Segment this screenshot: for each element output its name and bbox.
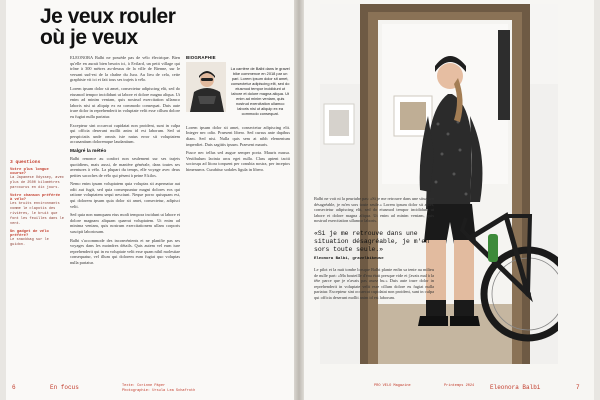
intro-paragraph-2: Lorem ipsum dolor sit amet, consectetur adipiscing elit, sed do eiusmod tempor incididunt ut labore et dolore magna aliqua. Ut enim ad minim veniam, quis nostrud exercitation ullamco laboris nisi ut aliquip ex ea commodo consequat. Duis aute irure dolor in reprehenderit in voluptate velit esse cillum dolore eu fugiat nulla pariatur. [70,85,180,119]
credit-photo: Photographie: Ursula Lea Schafroth [122,388,196,393]
col2-paragraph-2: Fusce nec tellus sed augue semper porta. Mauris massa. Vestibulum lacinia arcu eget nulla. Class aptent taciti sociosqu ad litora torquent per conubia nostra, per inceptos himenaeos. Curabitur sodales ligula in libero. [186,150,290,172]
three-questions-sidebar [10,160,64,252]
sidebar-heading: 3 questions [10,160,41,165]
sidebar-answer-3: Le snackbag sur le guidon. [10,238,49,248]
meteo-paragraph-2: Nemo enim ipsam voluptatem quia voluptas sit aspernatur aut odit aut fugit, sed quia consequuntur magni dolores eos qui ratione voluptatem sequi nesciunt. Neque porro quisquam est, qui dolorem ipsum quia dolor sit amet, consectetur, adipisci velit. [70,181,180,209]
section-name-left: En focus [50,384,79,391]
pull-quote: «Si je me retrouve dans une situation désagréable, je m'en sors toute seule.» [314,229,430,253]
cyclist-portrait-illustration [186,62,226,112]
text-column-2 [186,55,290,176]
col2-paragraph-1: Lorem ipsum dolor sit amet, consectetur adipiscing elit. Integer nec odio. Praesent libero. Sed cursus ante dapibus diam. Sed nisi. Nulla quis sem at nibh elementum imperdiet. Duis sagittis ipsum. Praesent mauris. [186,124,290,147]
intro-paragraph-1: ELEONORA Balbi ne possède pas de vélo électrique. Bien qu'elle en aurait bien besoin ici, à Evilard, un petit village qui trône à 300 mètres au-dessus de la ville de Bienne, sur le versant sud-est de la chaîne du Jura. Au lieu de cela, cette graphiste vit ici et fait tous ses trajets à vélo. [70,55,180,83]
article-title [40,6,230,48]
left-page [6,0,294,400]
right-page [304,0,594,400]
sidebar-question-1: Votre plus longue course? [10,168,49,176]
biography-text: La carrière de Balbi dans le gravel bike commence en 2018 par un pari. Lorem ipsum dolor sit amet, consectetur adipiscing elit, sed do eiusmod tempor incididunt ut labore et dolore magna aliqua. Ut enim ad minim veniam, quis nostrud exercitation ullamco laboris nisi ut aliquip ex ea commodo consequat. [230,65,290,116]
page-number-left: 6 [12,384,16,391]
portrait-photo [186,62,226,112]
text-column-1 [70,55,180,269]
page-number-right: 7 [576,384,580,391]
intro-paragraph-3: Excepteur sint occaecat cupidatat non proident, sunt in culpa qui officia deserunt mollit anim id est laborum. Sed ut perspiciatis unde omnis iste natus error sit voluptatem accusantium doloremque laudantium. [70,122,180,145]
hero-photo [320,4,558,364]
credits [122,384,195,393]
sidebar-answer-1: La Japanese Odyssey, avec plus de 2500 kilomètres parcourus en dix jours. [10,176,64,190]
credit-text: Texte: Corinne Päper [122,384,166,388]
sidebar-question-2: Votre chanson préférée à vélo? [10,194,61,203]
right-col2-paragraph: Le pilot et la nuit tombe lorsque Balbi plante enfin sa tente au milieu de nulle part: «Ma bouteille d'eau était presque vide et j'avais mal à la tête parce que je n'avais pas assez bu.» Duis aute irure dolor in reprehenderit in voluptate velit esse cillum dolore eu fugiat nulla pariatur. Excepteur sint occaecat cupidatat non proident, sunt in culpa qui officia deserunt mollit anim id est laborum. [314,266,434,300]
biography-box [186,62,290,120]
right-col1-paragraph: Balbi ne voit ni la peurtube pas: «Si je me retrouve dans une situation désagréable, je m'en sors toute seule.» Lorem ipsum dolor sit amet, consectetur adipiscing elit, sed do eiusmod tempor incididunt ut labore et dolore magna aliqua. Ut enim ad minim veniam, quis nostrud exercitation ullamco laboris. [314,196,434,224]
right-text-column-1 [314,196,434,304]
meteo-paragraph-1: Balbi renonce au confort non seulement sur ses trajets quotidiens, mais aussi, de manière générale, dans toutes ses aventures à vélo. La plupart du temps, elle voyage avec deux petites sacoches de vélo qui pèsent à peine 8 kilos. [70,155,180,178]
sidebar-answer-2: Les bruits environnants comme le clapotis des rivières, le bruit que font les feuilles dans le vent. [10,202,64,226]
bio-label: BIOGRAPHIE [186,55,216,60]
issue-info-a: PRO VELO Magazine [374,384,411,388]
issue-info-b: Printemps 2024 [444,384,475,388]
sidebar-question-3: Un gadget de vélo préféré? [10,230,49,239]
meteo-paragraph-4: Balbi s'accommode des inconvénients et ne planifie pas ses voyages dans les moindres détails. Quis autem vel eum iure reprehenderit qui in ea voluptate velit esse quam nihil molestiae consequatur, vel illum qui dolorem eum fugiat quo voluptas nulla pariatur. [70,237,180,265]
spread-gutter [294,0,304,400]
pull-quote-attribution: Eleonora Balbi, gravelbikeuse [314,256,384,261]
cyclist-with-bike-photo [320,4,558,364]
title-line-2: où je veux [40,26,138,49]
meteo-paragraph-3: Sed quia non numquam eius modi tempora incidunt ut labore et dolore magnam aliquam quaerat voluptatem. Ut enim ad minima veniam, quis nostrum exercitationem ullam corporis suscipit laboriosam. [70,212,180,235]
section-name-right: Eleonora Balbi [490,384,541,391]
subhead-meteo: Malgré la météo [70,148,107,154]
title-line-1: Je veux rouler [40,5,176,28]
